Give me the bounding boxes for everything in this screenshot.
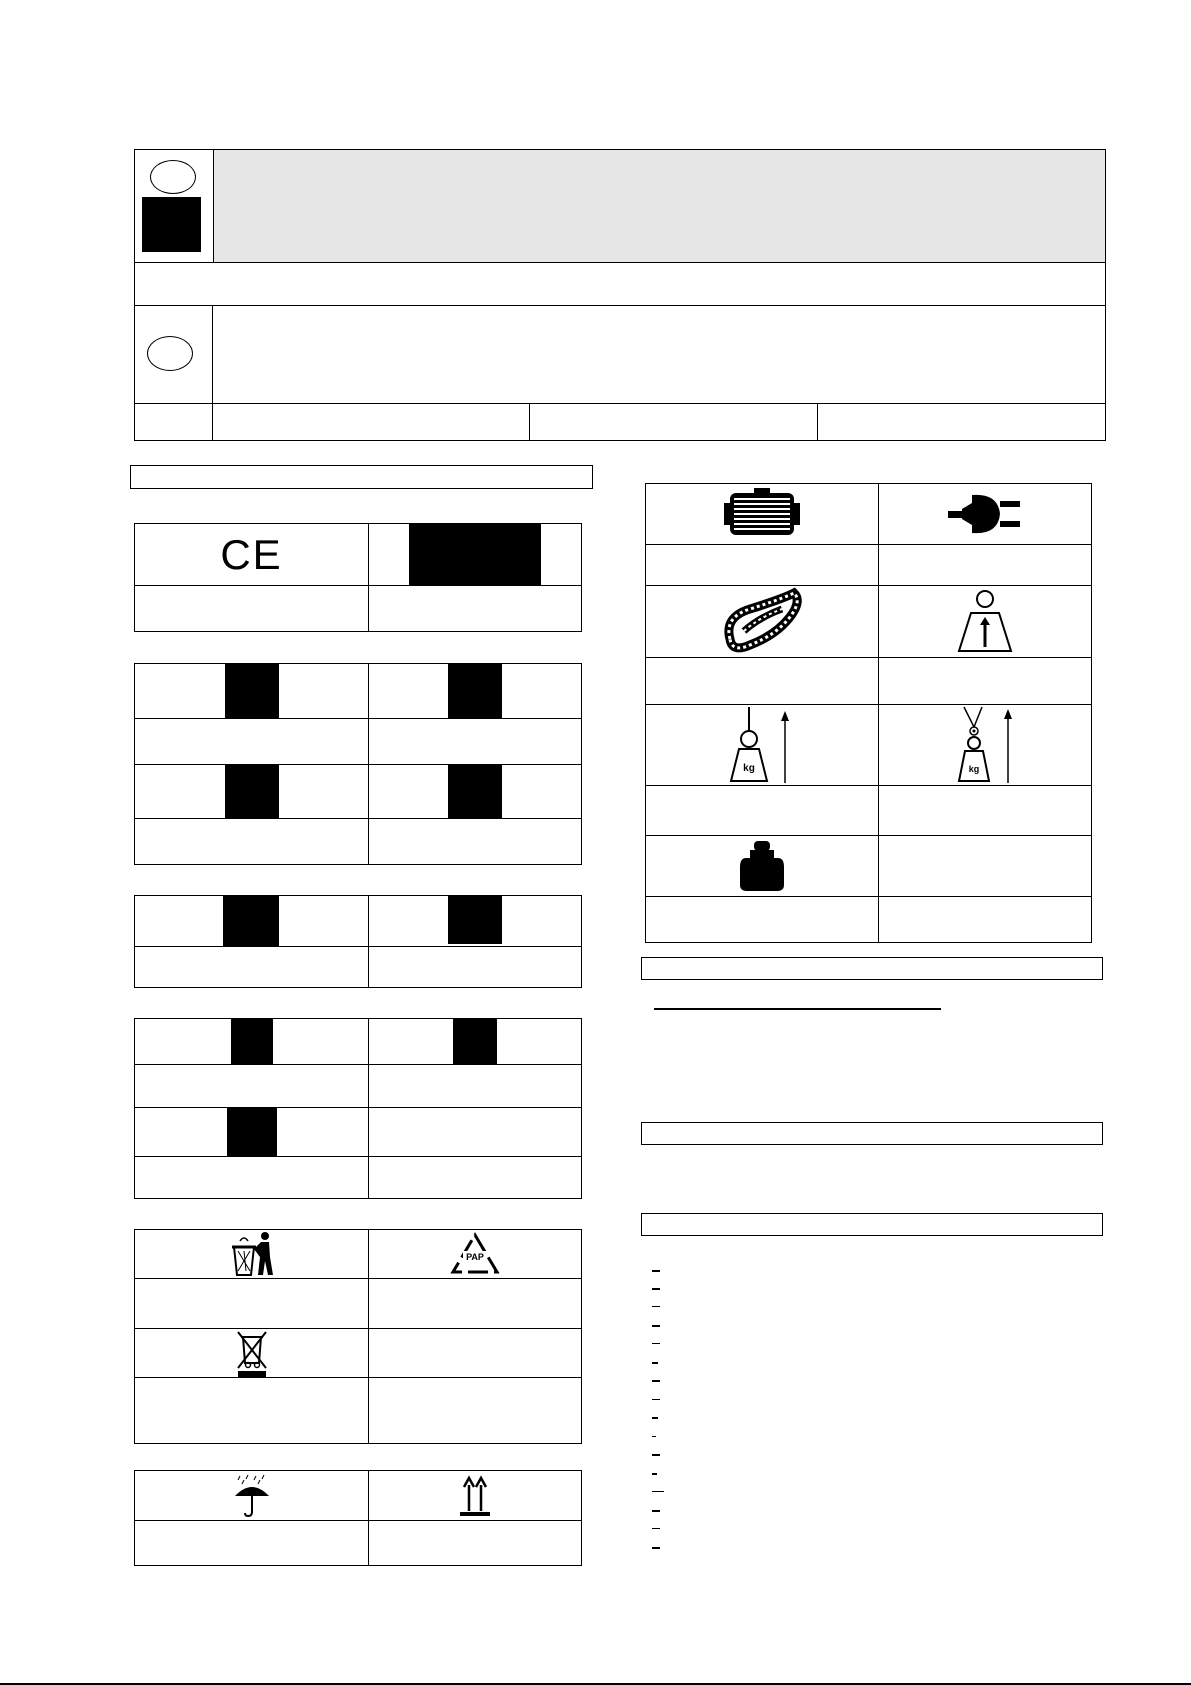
header-description <box>214 306 1104 403</box>
mass-weight-icon <box>739 841 785 891</box>
list-item <box>640 1331 1100 1346</box>
tidyman-bin-icon <box>230 1231 274 1277</box>
list-dash <box>652 1510 660 1512</box>
t2-label-4 <box>368 818 582 865</box>
weee-crossed-bin-icon <box>235 1329 269 1377</box>
power-plug-icon <box>948 491 1022 537</box>
symbol-black-block <box>448 896 502 944</box>
electric-motor-icon <box>724 487 800 541</box>
recycle-pap-text: PAP <box>466 1252 484 1262</box>
disposal-label-4 <box>134 1377 369 1444</box>
list-item <box>640 1424 1100 1439</box>
list-item <box>640 1405 1100 1420</box>
list-item <box>640 1294 1100 1309</box>
symbol-black-block <box>227 1108 277 1157</box>
right-heading-1 <box>641 957 1103 980</box>
disposal-icon-cell-2 <box>368 1229 582 1279</box>
t2-label-2 <box>368 718 582 765</box>
header-info-row <box>134 263 1106 305</box>
symbol-black-block <box>409 524 541 586</box>
list-item <box>640 1258 1100 1273</box>
list-item <box>640 1498 1100 1513</box>
list-dash <box>652 1288 660 1290</box>
keep-dry-umbrella-icon <box>232 1474 272 1518</box>
t4-label-1 <box>134 1064 369 1108</box>
rope-coil-icon <box>720 587 804 657</box>
right-label-7 <box>878 835 1092 897</box>
load-weight-icon <box>729 705 795 785</box>
t3-icon-cell-2 <box>368 895 582 947</box>
header-footer-cell-3 <box>530 404 817 440</box>
list-dash <box>652 1491 664 1492</box>
list-item <box>640 1313 1100 1328</box>
right-heading-3 <box>641 1213 1103 1236</box>
list-dash <box>652 1473 657 1475</box>
list-item <box>640 1442 1100 1457</box>
language-badge-bottom <box>147 336 193 371</box>
handling-label-1 <box>134 1520 369 1566</box>
right-link[interactable] <box>654 995 941 1010</box>
disposal-label-3 <box>368 1328 582 1378</box>
header-title-band <box>213 150 1105 262</box>
list-item <box>640 1535 1100 1550</box>
list-dash <box>652 1380 660 1382</box>
list-dash <box>652 1270 660 1272</box>
right-label-1 <box>645 544 879 586</box>
symbol-black-block <box>448 765 502 819</box>
handling-label-2 <box>368 1520 582 1566</box>
list-item <box>640 1516 1100 1531</box>
t3-icon-cell-1 <box>134 895 369 947</box>
rope-icon-cell <box>645 585 879 658</box>
t4-icon-cell-1 <box>134 1018 369 1065</box>
symbol-black-block <box>453 1019 497 1065</box>
t2-icon-cell-4 <box>368 764 582 819</box>
disposal-icon-cell-3 <box>134 1328 369 1378</box>
hook-load-weight-icon <box>952 705 1018 785</box>
t4-label-2 <box>368 1064 582 1108</box>
t2-icon-cell-3 <box>134 764 369 819</box>
header-footer-cell-2 <box>213 404 529 440</box>
t2-icon-cell-2 <box>368 663 582 719</box>
header-title <box>214 150 1109 266</box>
lifting-icon-cell <box>878 585 1092 658</box>
recycle-pap-icon <box>449 1232 501 1276</box>
list-item <box>640 1368 1100 1383</box>
t3-label-2 <box>368 946 582 988</box>
handling-icon-cell-2 <box>368 1470 582 1521</box>
ce-mark-icon: CE <box>220 530 283 578</box>
lifting-capacity-icon <box>957 589 1013 655</box>
t2-icon-cell-1 <box>134 663 369 719</box>
symbol-black-block <box>225 765 279 819</box>
list-dash <box>652 1417 658 1419</box>
list-dash <box>652 1399 660 1400</box>
language-badge-top <box>150 160 196 194</box>
list-item <box>640 1461 1100 1476</box>
list-dash <box>652 1547 660 1549</box>
list-dash <box>652 1343 660 1344</box>
weight-icon-cell <box>645 835 879 897</box>
list-dash <box>652 1306 660 1307</box>
plug-icon-cell <box>878 483 1092 545</box>
right-label-5 <box>645 785 879 836</box>
t4-label-4 <box>134 1156 369 1199</box>
right-label-3 <box>645 657 879 705</box>
list-item <box>640 1350 1100 1365</box>
motor-icon-cell <box>645 483 879 545</box>
list-item <box>640 1276 1100 1291</box>
right-heading-2 <box>641 1122 1103 1145</box>
disposal-icon-cell-1 <box>134 1229 369 1279</box>
kg-text: kg <box>743 763 755 774</box>
kg-icon-cell-2 <box>878 704 1092 786</box>
t4-label-3 <box>368 1107 582 1157</box>
list-item <box>640 1479 1100 1494</box>
disposal-label-5 <box>368 1377 582 1444</box>
right-label-6 <box>878 785 1092 836</box>
header-logo-block <box>142 197 201 252</box>
symbol-black-block <box>225 664 279 718</box>
t4-label-5 <box>368 1156 582 1199</box>
list-dash <box>652 1325 660 1327</box>
symbol-black-block <box>448 664 502 718</box>
symbol-black-block <box>231 1019 273 1065</box>
ce-symbol-cell <box>368 523 582 586</box>
right-label-9 <box>878 896 1092 943</box>
list-dash <box>652 1436 656 1437</box>
t4-icon-cell-3 <box>134 1107 369 1157</box>
right-label-2 <box>878 544 1092 586</box>
list-dash <box>652 1362 658 1364</box>
right-label-4 <box>878 657 1092 705</box>
kg-icon-cell-1 <box>645 704 879 786</box>
handling-icon-cell-1 <box>134 1470 369 1521</box>
list-item <box>640 1387 1100 1402</box>
ce-label-2 <box>368 585 582 632</box>
list-dash <box>652 1454 660 1456</box>
ce-mark-cell <box>134 523 369 586</box>
header-footer-cell-4 <box>818 404 1105 440</box>
left-section-heading <box>130 465 593 489</box>
t2-label-3 <box>134 818 369 865</box>
list-dash <box>652 1528 660 1529</box>
t4-icon-cell-2 <box>368 1018 582 1065</box>
t2-label-1 <box>134 718 369 765</box>
disposal-label-1 <box>134 1278 369 1329</box>
right-list <box>640 1258 1100 1558</box>
disposal-label-2 <box>368 1278 582 1329</box>
right-label-8 <box>645 896 879 943</box>
symbol-black-block <box>223 896 279 947</box>
this-way-up-icon <box>458 1475 492 1517</box>
ce-label-1 <box>134 585 369 632</box>
header-footer-cell-1 <box>134 404 212 440</box>
t3-label-1 <box>134 946 369 988</box>
kg-text: kg <box>968 764 980 774</box>
